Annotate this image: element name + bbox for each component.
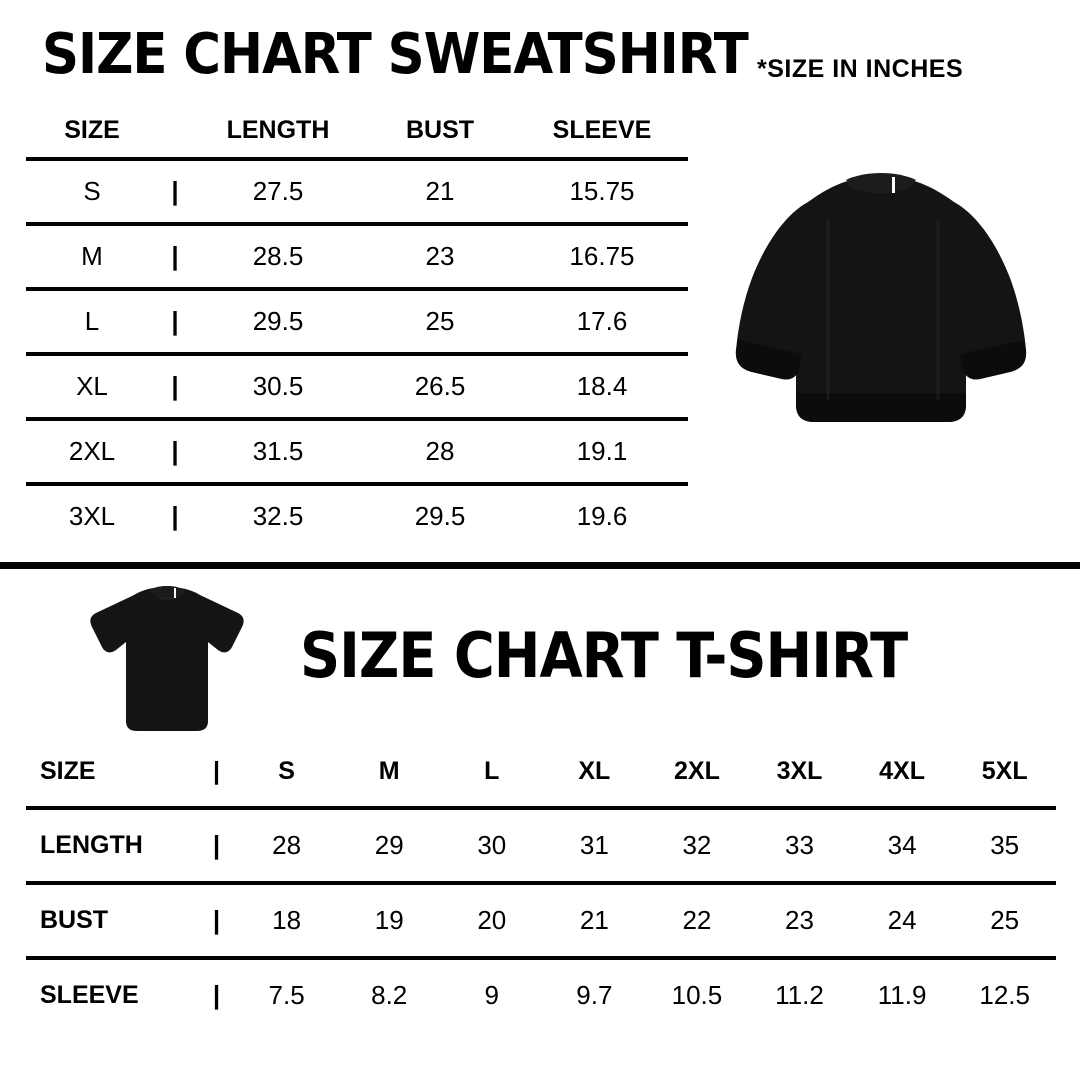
sweatshirt-cell-bust: 21 <box>364 159 516 224</box>
table-row <box>26 289 688 354</box>
tshirt-size-header-row <box>26 737 1056 808</box>
tshirt-bust-2xl: 22 <box>646 883 749 958</box>
sweatshirt-cell-length: 28.5 <box>192 224 364 289</box>
table-row <box>26 224 688 289</box>
tshirt-size-3xl: 3XL <box>776 757 823 785</box>
tshirt-size-s: S <box>278 757 295 785</box>
sweatshirt-cell-bust: 25 <box>364 289 516 354</box>
tshirt-bust-3xl: 23 <box>748 883 851 958</box>
tshirt-cell-divider: | <box>198 958 236 1031</box>
table-row <box>26 958 1056 1031</box>
tshirt-size-5xl: 5XL <box>981 757 1028 785</box>
sweatshirt-cell-sleeve: 15.75 <box>516 159 688 224</box>
tshirt-row-label-bust: BUST <box>26 883 198 958</box>
tshirt-sleeve-2xl: 10.5 <box>646 958 749 1031</box>
sweatshirt-table <box>26 112 688 547</box>
tshirt-row-label-size: SIZE <box>40 757 96 785</box>
tshirt-size-xl: XL <box>578 757 611 785</box>
sweatshirt-cell-bust: 29.5 <box>364 484 516 547</box>
sweatshirt-cell-divider: | <box>158 484 192 547</box>
tshirt-length-5xl: 35 <box>953 808 1056 883</box>
units-note: *SIZE IN INCHES <box>757 55 964 83</box>
sweatshirt-cell-sleeve: 19.1 <box>516 419 688 484</box>
tshirt-bust-l: 20 <box>440 883 543 958</box>
sweatshirt-title: SIZE CHART SWEATSHIRT <box>42 22 748 87</box>
tshirt-bust-m: 19 <box>338 883 441 958</box>
sweatshirt-product-image <box>716 150 1046 470</box>
sweatshirt-cell-size: L <box>26 289 158 354</box>
tshirt-length-3xl: 33 <box>748 808 851 883</box>
table-row <box>26 808 1056 883</box>
tshirt-cell-divider: | <box>212 757 220 785</box>
sweatshirt-header-bust: BUST <box>405 116 475 144</box>
tshirt-length-xl: 31 <box>543 808 646 883</box>
sweatshirt-cell-size: XL <box>26 354 158 419</box>
tshirt-size-m: M <box>378 757 400 785</box>
sweatshirt-header-sleeve: SLEEVE <box>552 116 652 144</box>
sweatshirt-cell-divider: | <box>158 419 192 484</box>
sweatshirt-cell-length: 27.5 <box>192 159 364 224</box>
tshirt-bust-4xl: 24 <box>851 883 954 958</box>
sweatshirt-cell-bust: 23 <box>364 224 516 289</box>
table-row <box>26 159 688 224</box>
sweatshirt-header-length: LENGTH <box>226 116 330 144</box>
sweatshirt-header-divider <box>158 112 192 159</box>
tshirt-sleeve-4xl: 11.9 <box>851 958 954 1031</box>
sweatshirt-cell-sleeve: 18.4 <box>516 354 688 419</box>
tshirt-length-l: 30 <box>440 808 543 883</box>
sweatshirt-header-size: SIZE <box>64 116 120 144</box>
sweatshirt-cell-length: 31.5 <box>192 419 364 484</box>
tshirt-size-l: L <box>484 757 500 785</box>
sweatshirt-cell-bust: 26.5 <box>364 354 516 419</box>
tshirt-length-m: 29 <box>338 808 441 883</box>
sweatshirt-table-header-row <box>26 112 688 159</box>
sweatshirt-cell-size: S <box>26 159 158 224</box>
sweatshirt-cell-length: 30.5 <box>192 354 364 419</box>
tshirt-sleeve-s: 7.5 <box>235 958 338 1031</box>
tshirt-cell-divider: | <box>198 883 236 958</box>
sweatshirt-cell-length: 32.5 <box>192 484 364 547</box>
tshirt-size-chart-section <box>0 569 1080 1080</box>
tshirt-sleeve-m: 8.2 <box>338 958 441 1031</box>
table-row <box>26 354 688 419</box>
tshirt-sleeve-l: 9 <box>440 958 543 1031</box>
tshirt-cell-divider: | <box>198 808 236 883</box>
sweatshirt-cell-length: 29.5 <box>192 289 364 354</box>
tshirt-size-4xl: 4XL <box>879 757 926 785</box>
tshirt-row-label-sleeve: SLEEVE <box>26 958 198 1031</box>
sweatshirt-cell-divider: | <box>158 159 192 224</box>
sweatshirt-cell-size: M <box>26 224 158 289</box>
tshirt-length-4xl: 34 <box>851 808 954 883</box>
tshirt-sleeve-3xl: 11.2 <box>748 958 851 1031</box>
sweatshirt-cell-sleeve: 16.75 <box>516 224 688 289</box>
sweatshirt-cell-sleeve: 17.6 <box>516 289 688 354</box>
table-row <box>26 484 688 547</box>
tshirt-row-label-length: LENGTH <box>26 808 198 883</box>
sweatshirt-cell-size: 2XL <box>26 419 158 484</box>
section-divider <box>0 562 1080 569</box>
tshirt-product-image <box>62 579 272 739</box>
sweatshirt-cell-divider: | <box>158 289 192 354</box>
sweatshirt-cell-bust: 28 <box>364 419 516 484</box>
tshirt-table <box>26 737 1056 1031</box>
table-row <box>26 883 1056 958</box>
table-row <box>26 419 688 484</box>
tshirt-sleeve-xl: 9.7 <box>543 958 646 1031</box>
sweatshirt-cell-divider: | <box>158 354 192 419</box>
tshirt-length-s: 28 <box>235 808 338 883</box>
tshirt-sleeve-5xl: 12.5 <box>953 958 1056 1031</box>
sweatshirt-cell-size: 3XL <box>26 484 158 547</box>
tshirt-length-2xl: 32 <box>646 808 749 883</box>
tshirt-title: SIZE CHART T-SHIRT <box>300 619 908 692</box>
tshirt-size-2xl: 2XL <box>674 757 720 785</box>
tshirt-bust-xl: 21 <box>543 883 646 958</box>
sweatshirt-cell-sleeve: 19.6 <box>516 484 688 547</box>
sweatshirt-cell-divider: | <box>158 224 192 289</box>
tshirt-bust-5xl: 25 <box>953 883 1056 958</box>
tshirt-bust-s: 18 <box>235 883 338 958</box>
